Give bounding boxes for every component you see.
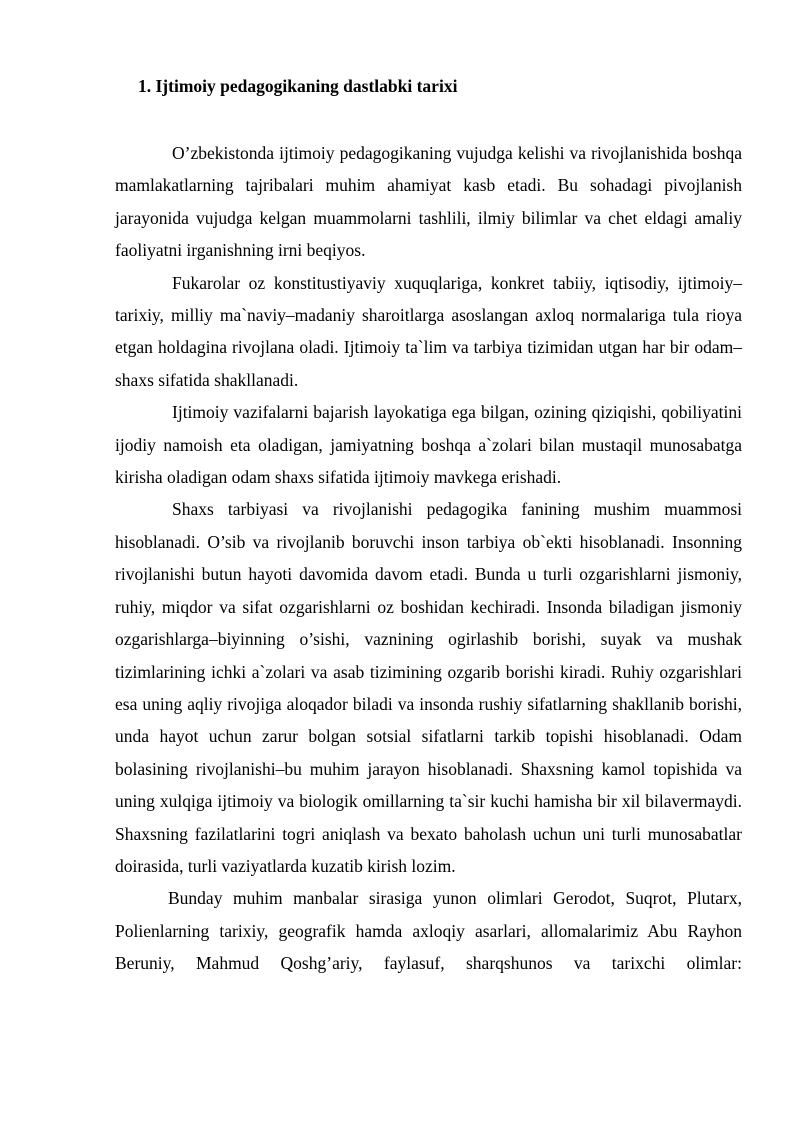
paragraph: Fukarolar oz konstitustiyaviy xuquqlariga, konkret tabiiy, iqtisodiy, ijtimoiy–tarixiy, milliy ma`naviy–madaniy sharoitlarga asoslangan axloq normalariga tula rioya etgan holdagina rivojlana oladi. Ijtimoiy ta`lim va tarbiya tizimidan utgan har bir odam–shaxs sifatida shakllanadi. (115, 272, 742, 390)
paragraph: O’zbekistonda ijtimoiy pedagogikaning vujudga kelishi va rivojlanishida boshqa mamlakatlarning tajribalari muhim ahamiyat kasb etadi. Bu sohadagi pivojlanish jarayonida vujudga kelgan muammolarni tashlili, ilmiy bilimlar va chet eldagi amaliy faoliyatni irganishning irni beqiyos. (115, 143, 742, 261)
section-heading: 1. Ijtimoiy pedagogikaning dastlabki tarixi (138, 76, 458, 96)
paragraph: Bunday muhim manbalar sirasiga yunon olimlari Gerodot, Suqrot, Plutarx, Polienlarning tarixiy, geografik hamda axloqiy asarlari, allomalarimiz Abu Rayhon Beruniy, Mahmud Qoshg’ariy, faylasuf, sharqshunos va tarixchi olimlar: (115, 888, 742, 974)
paragraph: Shaxs tarbiyasi va rivojlanishi pedagogika fanining mushim muammosi hisoblanadi. O’sib va rivojlanib boruvchi inson tarbiya ob`ekti hisoblanadi. Insonning rivojlanishi butun hayoti davomida davom etadi. Bunda u turli ozgarishlarni jismoniy, ruhiy, miqdor va sifat ozgarishlarni oz boshidan kechiradi. Insonda biladigan jismoniy ozgarishlarga–biyinning o’sishi, vaznining ogirlashib borishi, suyak va mushak tizimlarining ichki a`zolari va asab tizimining ozgarib borishi kiradi. Ruhiy ozgarishlari esa uning aqliy rivojiga aloqador biladi va insonda rushiy sifatlarning shakllanib borishi, unda hayot uchun zarur bolgan sotsial sifatlarni tarkib topishi hisoblanadi. Odam bolasining rivojlanishi–bu muhim jarayon hisoblanadi. Shaxsning kamol topishida va uning xulqiga ijtimoiy va biologik omillarning ta`sir kuchi hamisha bir xil bilavermaydi. Shaxsning fazilatlarini togri aniqlash va bexato baholash uchun uni turli munosabatlar doirasida, turli vaziyatlarda kuzatib kirish lozim. (115, 499, 742, 876)
body-text (115, 137, 742, 980)
paragraph: Ijtimoiy vazifalarni bajarish layokatiga ega bilgan, ozining qiziqishi, qobiliyatini ijodiy namoish eta oladigan, jamiyatning boshqa a`zolari bilan mustaqil munosabatga kirisha oladigan odam shaxs sifatida ijtimoiy mavkega erishadi. (115, 402, 742, 488)
